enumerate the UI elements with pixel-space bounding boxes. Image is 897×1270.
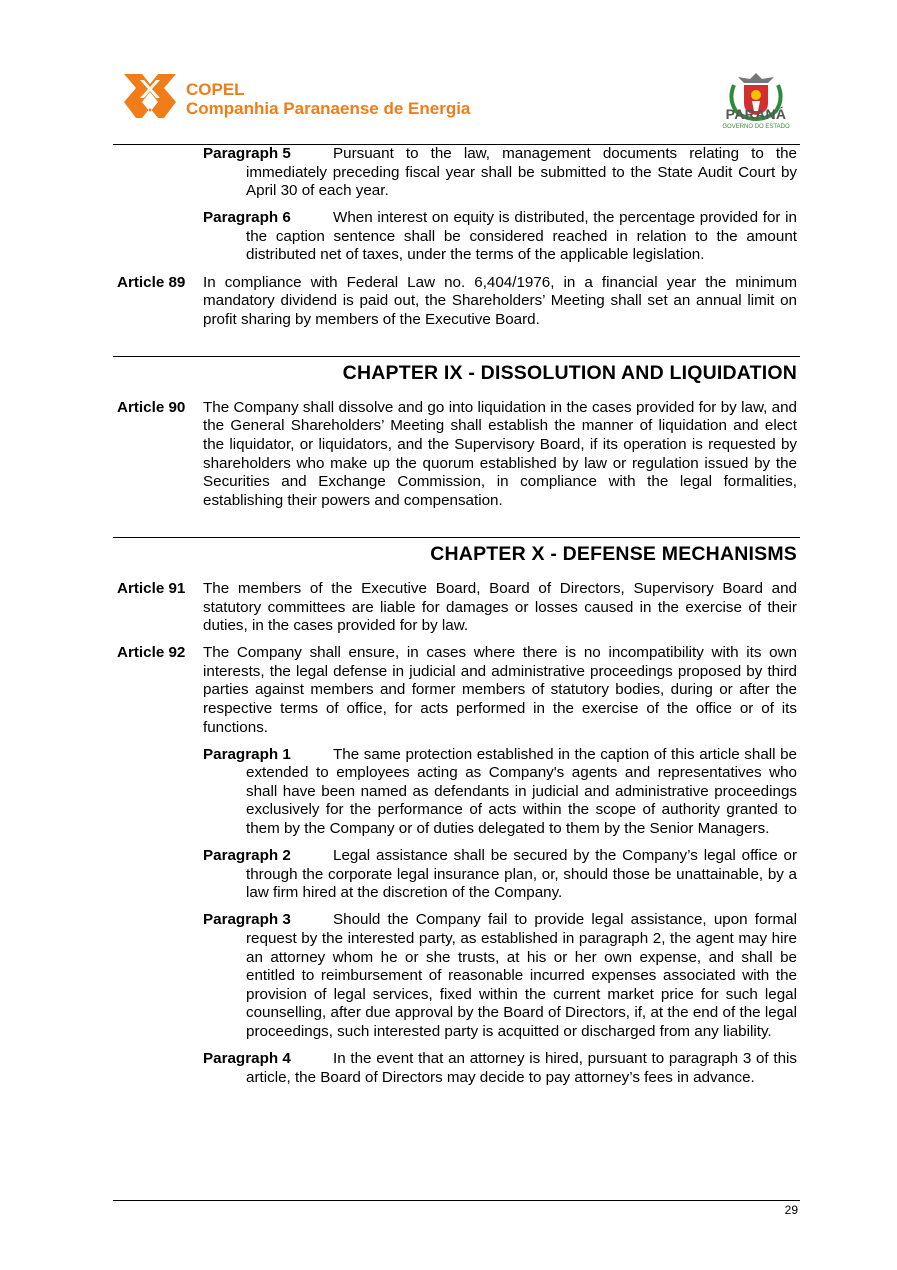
article-text: The members of the Executive Board, Board of Directors, Supervisory Board and statutory committees are liable for damages or losses caused in the exercise of their duties, in the cases provided for by law. — [203, 579, 797, 635]
article-92-paragraph-2 — [203, 847, 797, 903]
state-subtitle: GOVERNO DO ESTADO — [722, 124, 790, 130]
paragraph-label: Paragraph 2 — [203, 847, 291, 865]
paragraph-text: When interest on equity is distributed, the percentage provided for in the caption sentence shall be considered reached in relation to the amount distributed net of taxes, under the terms of the applicable legislation. — [246, 209, 797, 264]
paragraph-text: In the event that an attorney is hired, pursuant to paragraph 3 of this article, the Board of Directors may decide to pay attorney’s fees in advance. — [246, 1050, 797, 1086]
paragraph-text: Pursuant to the law, management documents relating to the immediately preceding fiscal year shall be submitted to the State Audit Court by April 30 of each year. — [246, 145, 797, 200]
article-label: Article 92 — [117, 644, 186, 662]
article-91 — [117, 580, 797, 636]
chapter-rule — [113, 537, 800, 538]
company-full-name: Companhia Paranaense de Energia — [186, 99, 471, 118]
paragraph-text: Legal assistance shall be secured by the Company’s legal office or through the corporate legal insurance plan, or, should those be unattainable, by a law firm hired at the discretion of the Company. — [246, 847, 797, 902]
article-89 — [117, 274, 797, 330]
footer-rule — [113, 1200, 800, 1201]
parana-coat-of-arms-icon — [724, 58, 788, 134]
copel-logo-icon — [124, 72, 176, 120]
document-body — [117, 145, 797, 1096]
state-name: PARANÁ — [725, 106, 787, 122]
article-label: Article 90 — [117, 398, 186, 416]
company-short-name: COPEL — [186, 80, 245, 99]
article-92 — [117, 644, 797, 737]
page-header — [0, 0, 897, 146]
article-text: The Company shall dissolve and go into liquidation in the cases provided for by law, and the General Shareholders’ Meeting shall establish the manner of liquidation and elect the liquidator, or liquidators, and the Supervisory Board, if its operation is requested by shareholders who make up the quorum established by law or regulation issued by the Securities and Exchange Commission, in compliance with the legal formalities, establishing their powers and compensation. — [203, 398, 797, 509]
article-92-paragraph-3 — [203, 911, 797, 1041]
chapter-9-heading: CHAPTER IX - DISSOLUTION AND LIQUIDATION — [342, 361, 797, 384]
article-label: Article 89 — [117, 273, 186, 291]
paragraph-label: Paragraph 5 — [203, 145, 291, 162]
page-number: 29 — [784, 1203, 798, 1217]
paragraph-label: Paragraph 4 — [203, 1050, 291, 1068]
article-90 — [117, 399, 797, 511]
paragraph-6 — [203, 209, 797, 265]
company-name — [186, 80, 470, 118]
chapter-10-heading: CHAPTER X - DEFENSE MECHANISMS — [430, 542, 797, 565]
paragraph-text: The same protection established in the caption of this article shall be extended to employees acting as Company's agents and representatives who shall have been named as defendants in judicial and administrative proceedings exclusively for the performance of acts within the scope of authority granted to them by the Company or of duties delegated to them by the Senior Managers. — [246, 745, 797, 838]
paragraph-text: Should the Company fail to provide legal assistance, upon formal request by the interested party, as established in paragraph 2, the agent may hire an attorney whom he or she trusts, at his or her own expense, and shall be entitled to reimbursement of reasonable incurred expenses associated with the provision of legal services, fixed within the current market price for such legal counselling, after due approval by the Board of Directors, if, at the end of the legal proceedings, such interested party is acquitted or discharged from any liability. — [246, 911, 797, 1040]
paragraph-label: Paragraph 1 — [203, 745, 291, 763]
paragraph-label: Paragraph 6 — [203, 209, 291, 227]
article-text: The Company shall ensure, in cases where there is no incompatibility with its own interests, the legal defense in judicial and administrative proceedings proposed by third parties against members and former members of statutory bodies, during or after the respective terms of office, for acts performed in the exercise of the office or of its functions. — [203, 644, 797, 736]
article-92-paragraph-1 — [203, 746, 797, 839]
article-label: Article 91 — [117, 579, 186, 597]
paragraph-label: Paragraph 3 — [203, 911, 291, 929]
paragraph-5 — [203, 145, 797, 201]
article-text: In compliance with Federal Law no. 6,404/1976, in a financial year the minimum mandatory dividend is paid out, the Shareholders’ Meeting shall set an annual limit on profit sharing by members of the Executive Board. — [203, 273, 797, 328]
chapter-rule — [113, 356, 800, 357]
article-92-paragraph-4 — [203, 1050, 797, 1087]
